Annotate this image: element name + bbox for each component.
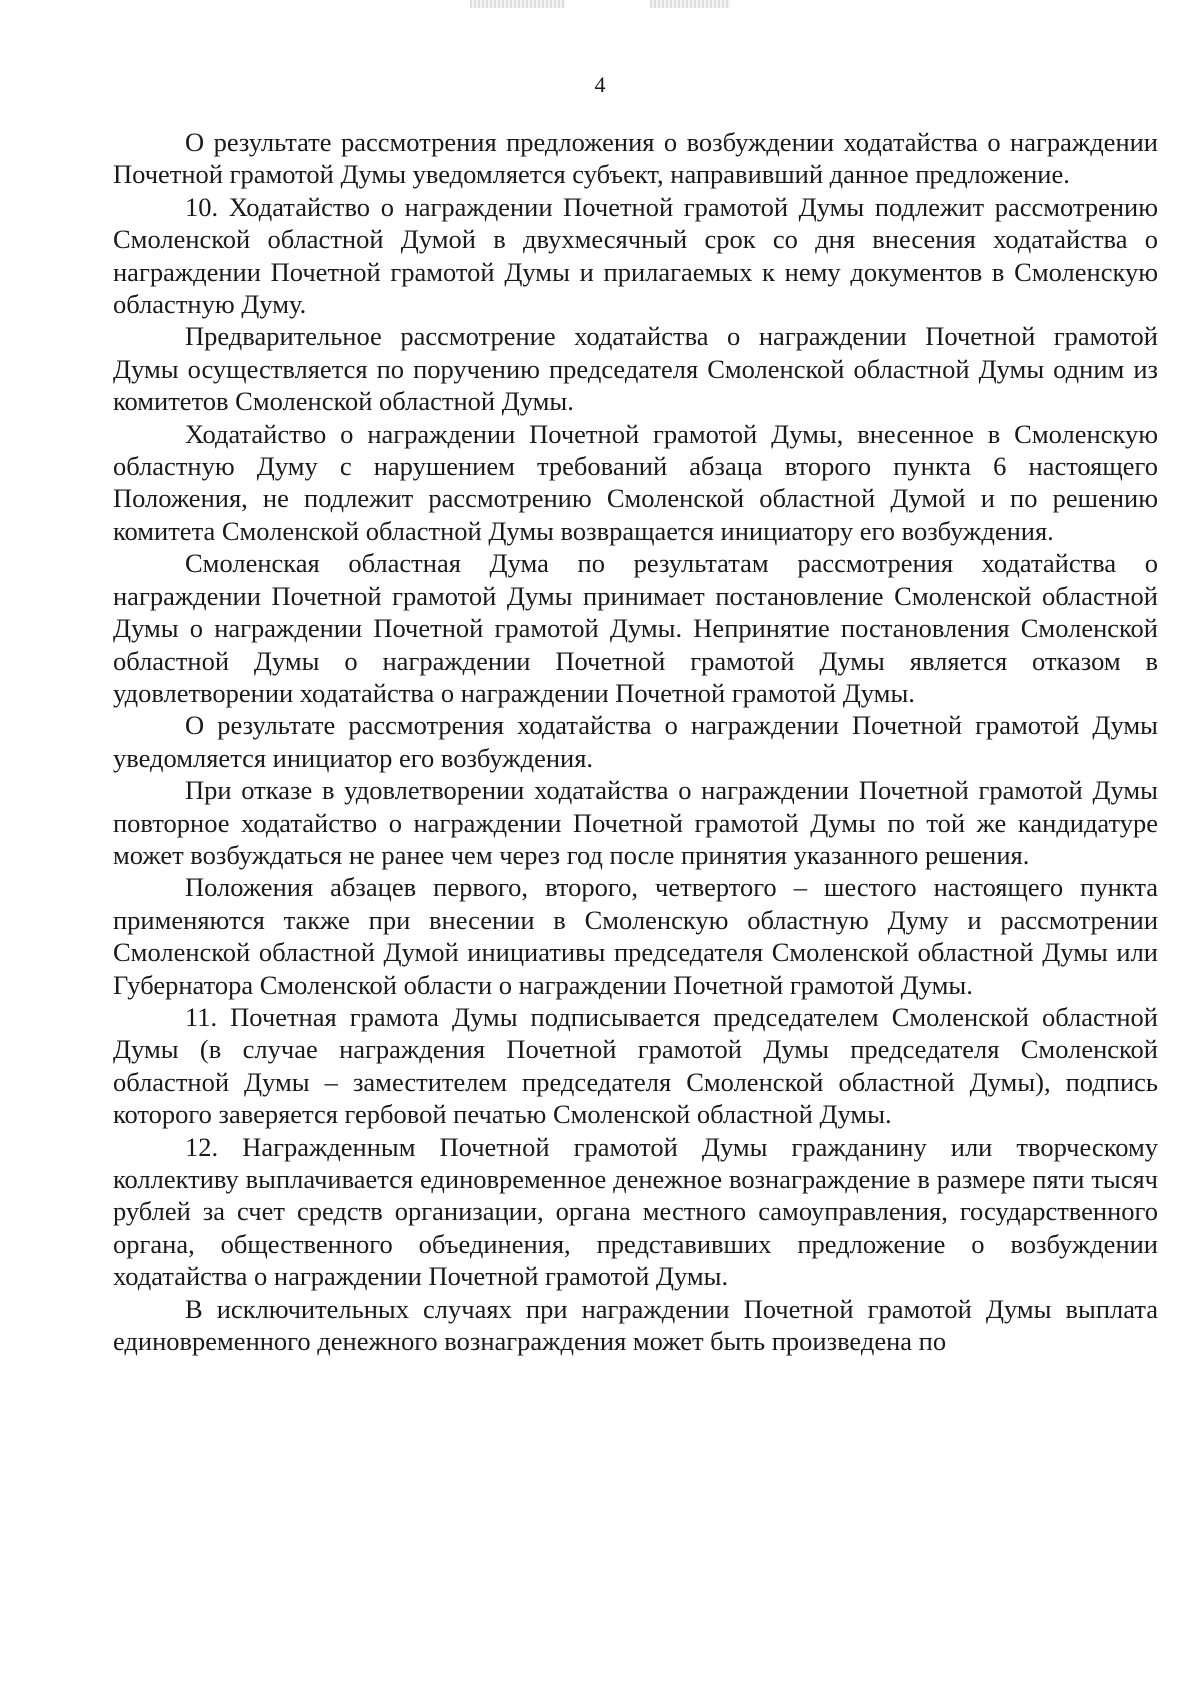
paragraph: 12. Награжденным Почетной грамотой Думы гражданину или творческому коллективу выплачивается единовременное денежное вознаграждение в размере пяти тысяч рублей за счет средств организации, органа местного самоуправления, государственного органа, общественного объединения, представивших предложение о возбуждении ходатайства о награждении Почетной грамотой Думы.: [113, 1131, 1158, 1292]
paragraph: Положения абзацев первого, второго, четвертого – шестого настоящего пункта применяются также при внесении в Смоленскую областную Думу и рассмотрении Смоленской областной Думой инициативы председателя Смоленской областной Думы или Губернатора Смоленской области о награждении Почетной грамотой Думы.: [113, 872, 1158, 1000]
paragraph: О результате рассмотрения ходатайства о награждении Почетной грамотой Думы уведомляется инициатор его возбуждения.: [113, 710, 1158, 773]
paragraph: 10. Ходатайство о награждении Почетной грамотой Думы подлежит рассмотрению Смоленской областной Думой в двухмесячный срок со дня внесения ходатайства о награждении Почетной грамотой Думы и прилагаемых к нему документов в Смоленскую областную Думу.: [113, 191, 1158, 320]
paragraph: О результате рассмотрения предложения о возбуждении ходатайства о награждении Почетной грамотой Думы уведомляется субъект, направивший данное предложение.: [113, 127, 1158, 190]
paragraph: В исключительных случаях при награждении Почетной грамотой Думы выплата единовременного денежного вознаграждения может быть произведена по: [113, 1293, 1158, 1357]
paragraph: Ходатайство о награждении Почетной грамотой Думы, внесенное в Смоленскую областную Думу с нарушением требований абзаца второго пункта 6 настоящего Положения, не подлежит рассмотрению Смоленской областной Думой и по решению комитета Смоленской областной Думы возвращается инициатору его возбуждения.: [113, 418, 1158, 546]
paragraph: При отказе в удовлетворении ходатайства о награждении Почетной грамотой Думы повторное ходатайство о награждении Почетной грамотой Думы по той же кандидатуре может возбуждаться не ранее чем через год после принятия указанного решения.: [113, 775, 1158, 870]
document-body: [113, 126, 1158, 1357]
scan-artifact: [650, 0, 730, 8]
paragraph: Смоленская областная Дума по результатам рассмотрения ходатайства о награждении Почетной грамотой Думы принимает постановление Смоленской областной Думы о награждении Почетной грамотой Думы. Непринятие постановления Смоленской областной Думы о награждении Почетной грамотой Думы является отказом в удовлетворении ходатайства о награждении Почетной грамотой Думы.: [113, 548, 1158, 708]
page-number: 4: [594, 72, 606, 97]
paragraph: Предварительное рассмотрение ходатайства о награждении Почетной грамотой Думы осуществляется по поручению председателя Смоленской областной Думы одним из комитетов Смоленской областной Думы.: [113, 321, 1158, 417]
paragraph: 11. Почетная грамота Думы подписывается председателем Смоленской областной Думы (в случае награждения Почетной грамотой Думы председателя Смоленской областной Думы – заместителем председателя Смоленской областной Думы), подпись которого заверяется гербовой печатью Смоленской областной Думы.: [113, 1001, 1158, 1130]
scan-artifact: [470, 0, 565, 8]
